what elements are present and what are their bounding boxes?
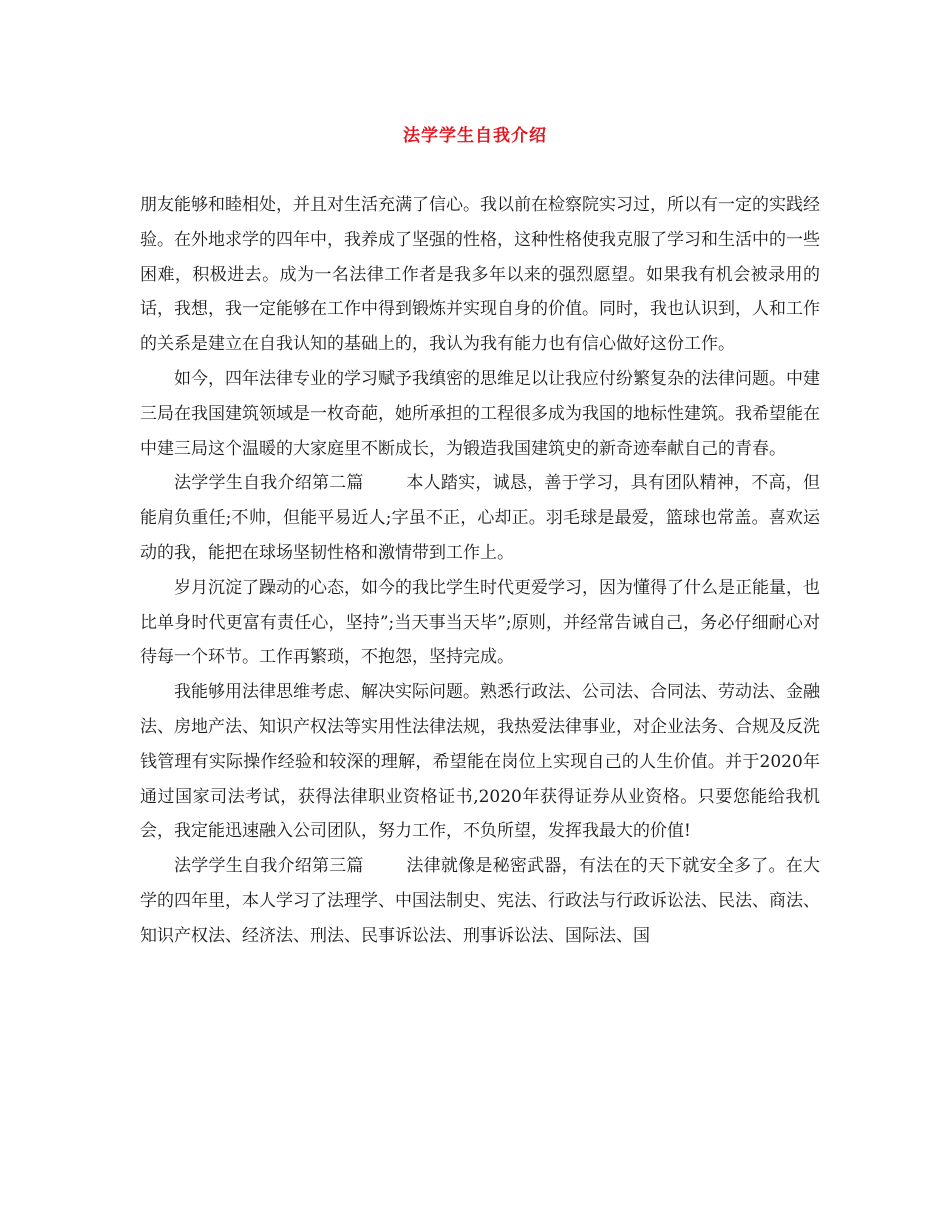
section-heading: 法学学生自我介绍第二篇 [174,473,364,494]
body-paragraph [140,849,820,953]
section-heading: 法学学生自我介绍第三篇 [174,856,364,877]
section-text: 法律就像是秘密武器，有法在的天下就安全多了。在大学的四年里，本人学习了法理学、中国法制史、宪法、行政法与行政诉讼法、民法、商法、知识产权法、经济法、刑法、民事诉讼法、刑事诉讼法、国际法、国 [140,856,820,946]
body-paragraph [140,466,820,570]
document-body [140,188,820,954]
section-text: 本人踏实，诚恳，善于学习，具有团队精神，不高，但能肩负重任;不帅，但能平易近人;字虽不正，心却正。羽毛球是最爱，篮球也常盖。喜欢运动的我，能把在球场坚韧性格和激情带到工作上。 [140,473,820,563]
document-title: 法学学生自我介绍 [403,126,547,146]
body-paragraph: 如今，四年法律专业的学习赋予我缜密的思维足以让我应付纷繁复杂的法律问题。中建三局在我国建筑领域是一枚奇葩，她所承担的工程很多成为我国的地标性建筑。我希望能在中建三局这个温暖的大家庭里不断成长，为锻造我国建筑史的新奇迹奉献自己的青春。 [140,368,820,459]
body-paragraph: 我能够用法律思维考虑、解决实际问题。熟悉行政法、公司法、合同法、劳动法、金融法、房地产法、知识产权法等实用性法律法规，我热爱法律事业，对企业法务、合规及反洗钱管理有实际操作经验和较深的理解，希望能在岗位上实现自己的人生价值。并于2020年通过国家司法考试，获得法律职业资格证书,2020年获得证券从业资格。只要您能给我机会，我定能迅速融入公司团队，努力工作，不负所望，发挥我最大的价值! [140,682,820,842]
body-paragraph: 岁月沉淀了躁动的心态，如今的我比学生时代更爱学习，因为懂得了什么是正能量，也比单身时代更富有责任心，坚持”;当天事当天毕”;原则，并经常告诫自己，务必仔细耐心对待每一个环节。工作再繁琐，不抱怨，坚持完成。 [140,577,820,668]
body-paragraph: 朋友能够和睦相处，并且对生活充满了信心。我以前在检察院实习过，所以有一定的实践经验。在外地求学的四年中，我养成了坚强的性格，这种性格使我克服了学习和生活中的一些困难，积极进去。成为一名法律工作者是我多年以来的强烈愿望。如果我有机会被录用的话，我想，我一定能够在工作中得到锻炼并实现自身的价值。同时，我也认识到，人和工作的关系是建立在自我认知的基础上的，我认为我有能力也有信心做好这份工作。 [140,195,820,355]
